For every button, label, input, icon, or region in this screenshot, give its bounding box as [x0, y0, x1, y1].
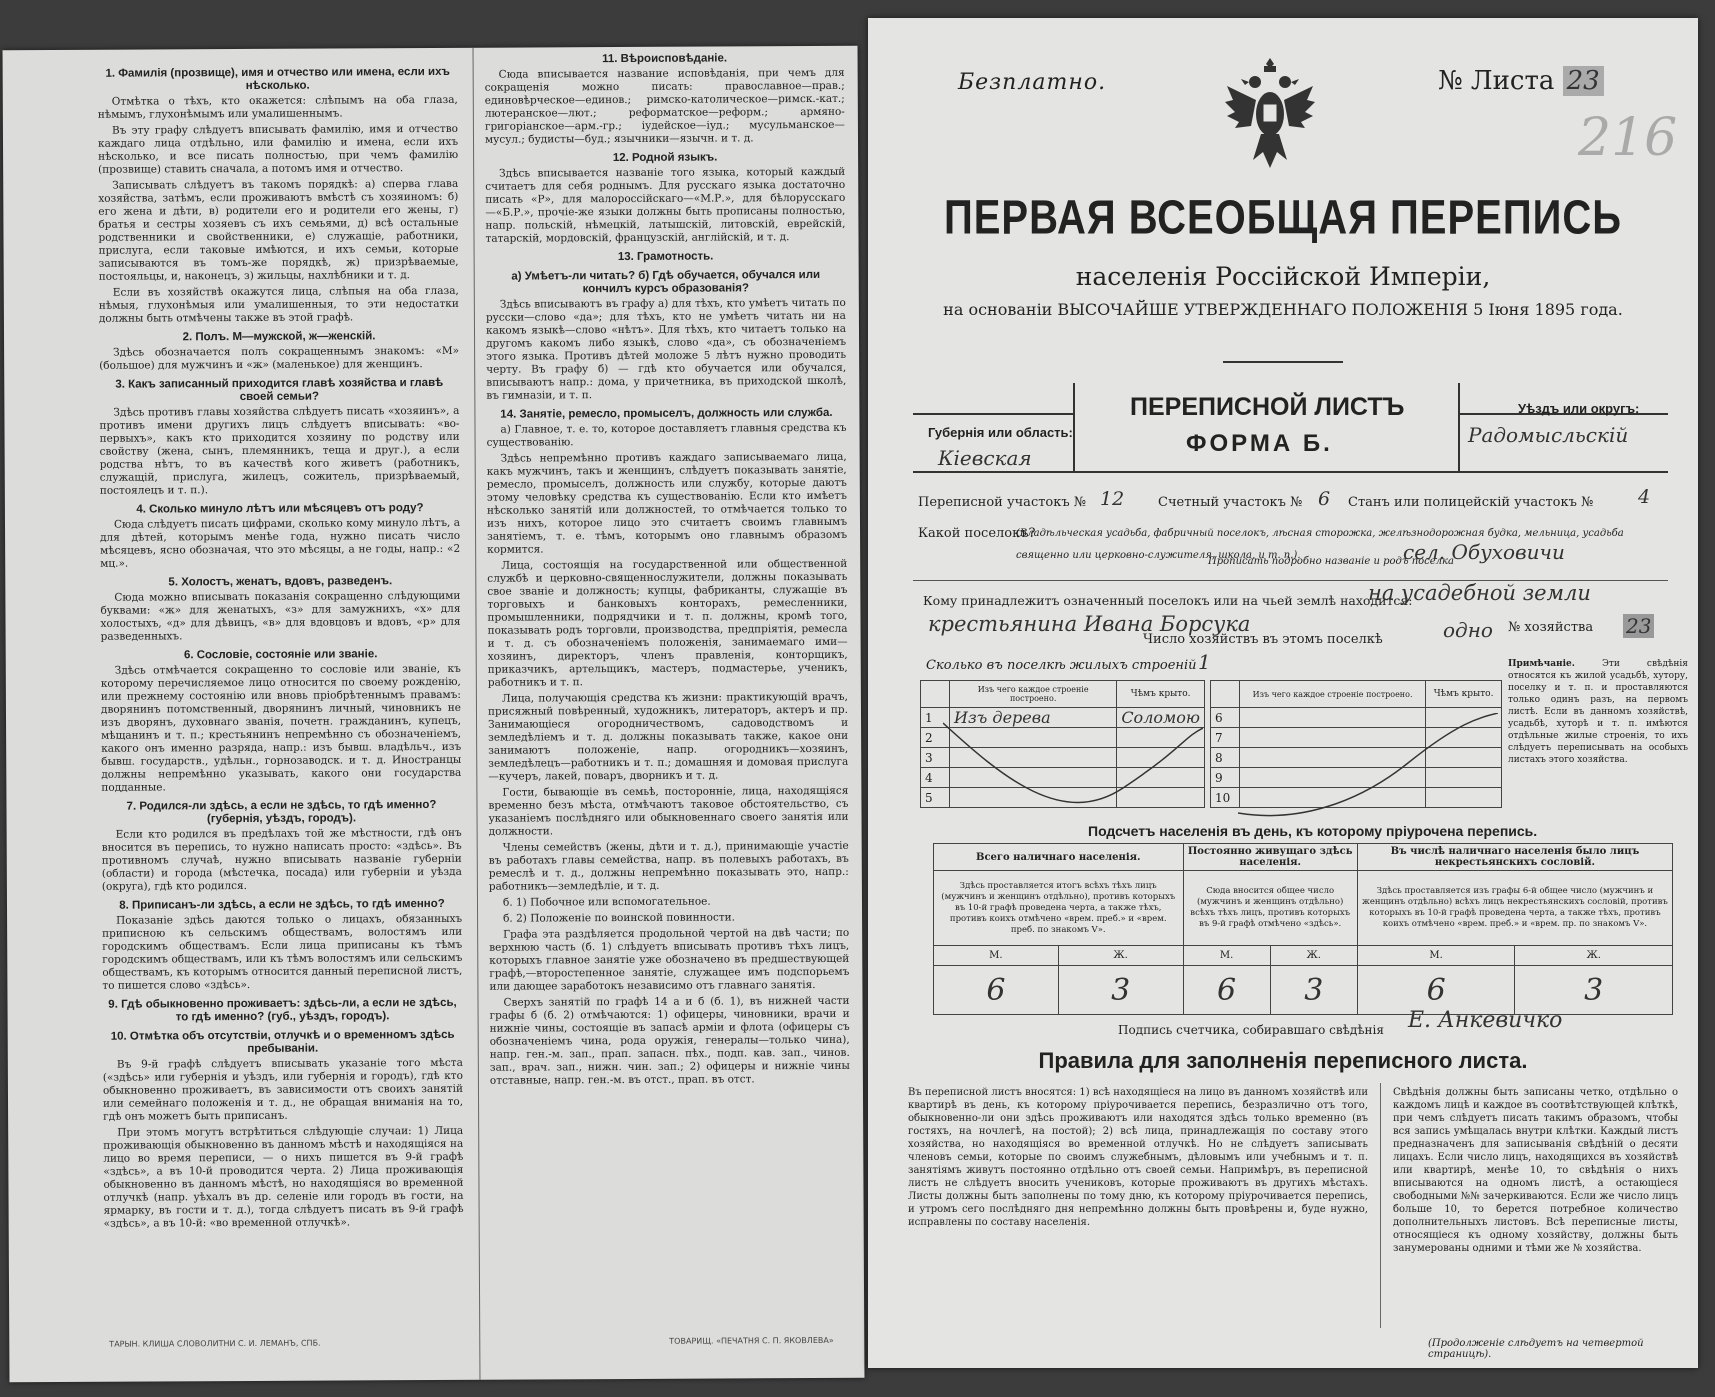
perepis-uchastok-label: Переписной участокъ № [918, 495, 1087, 510]
bld-head-num [921, 681, 950, 708]
m-label: М. [1183, 946, 1270, 966]
perepis-uchastok-value[interactable]: 12 [1100, 488, 1125, 510]
instruction-paragraph: Если кто родился въ предѣлахъ той же мѣстности, гдѣ онъ вносится въ перепись, то нужно написать просто: «здѣсь». Въ противномъ случаѣ, нужно вписывать названіе губерніи (области) и города (мѣстечка, посада) или губерніи и уѣзда (округа), гдѣ кто родился. [101, 826, 462, 893]
count-col3-desc: Здѣсь проставляется изъ графы 6-й общее число (мужчинъ и женщинъ отдѣльно) всѣхъ лицъ некрестьянскихъ сословій, противъ которыхъ въ 10-й графѣ проведена черта, а также тѣхъ, противъ коихъ отмѣчено «врем. преб.» и «врем. пр. по знакомъ V». [1357, 871, 1672, 946]
rules-right-text [1393, 1086, 1678, 1336]
uezd-label: Уѣздъ или округъ: [1518, 401, 1640, 416]
sheet-number [1438, 66, 1604, 96]
buildings-label: Сколько въ поселкѣ жилыхъ строеній [926, 658, 1197, 673]
gubernia-value[interactable]: Кіевская [938, 446, 1032, 470]
title-rule [1223, 361, 1343, 363]
owner-value-2[interactable]: крестьянина Ивана Борсука [928, 612, 1251, 636]
bld-row-number: 3 [921, 748, 950, 768]
bld-row-number: 9 [1211, 768, 1240, 788]
instruction-paragraph: Сверхъ занятій по графѣ 14 а и б (б. 1), въ нижней части графы б (б. 2) отмѣчаются: 1) офицеры, чиновники, врачи и нижніе чины, состоящіе въ запасѣ арміи и флота (офицеры съ обозначеніемъ чина, рода оружія, генералы—только чина), напр. ген.-м. зап., прап. запасн. пѣх., подп. кав. зап., чинов. зап., врач. зап., нижн. чин. зап.; 2) офицеры и нижніе чины отставные, напр. ген.-м. въ отст., прап. въ отст. [489, 994, 850, 1087]
instruction-paragraph: Отмѣтка о тѣхъ, кто окажется: слѣпымъ на оба глаза, нѣмымъ, глухонѣмымъ или умалишеннымъ. [97, 93, 458, 121]
instruction-heading: а) Умѣетъ-ли читать? б) Гдѣ обучается, обучался или кончилъ курсъ образованія? [511, 268, 821, 296]
rules-left-text [908, 1086, 1368, 1351]
archive-number: 216 [1578, 108, 1678, 168]
household-no-value[interactable]: 23 [1623, 614, 1654, 638]
form-title-2: ФОРМА Б. [1186, 430, 1333, 457]
instruction-paragraph: Здѣсь обозначается полъ сокращеннымъ знакомъ: «М» (большое) для мужчинъ и «ж» (маленькое) для женщинъ. [99, 344, 460, 372]
bld-row-number: 8 [1211, 748, 1240, 768]
sheet-number-value: 23 [1563, 66, 1604, 96]
instruction-heading: 11. Вѣроисповѣданіе. [602, 52, 728, 66]
nonpeasant-female-count[interactable]: 3 [1515, 966, 1673, 1015]
rules-left-body: Въ переписной листъ вносятся: 1) всѣ находящіеся на лицо въ данномъ хозяйствѣ или квартирѣ въ день, къ которому пріурочивается перепись, безразлично отъ того, обыкновенно-ли они здѣсь проживаютъ или находятся здѣсь только временно (въ гостяхъ, на ночлегѣ, на постой); 2) всѣ лица, принадлежащія по составу этого хозяйства, но находящіяся во временной отлучкѣ. Но не слѣдуетъ записывать членовъ семьи, которые по своимъ служебнымъ, дѣловымъ или учебнымъ и т. п. занятіямъ живутъ постоянно отдѣльно отъ своей семьи. Напримѣръ, въ переписной листъ не слѣдуетъ вносить учениковъ, которые проживаютъ въ другихъ мѣстахъ. Листы должны быть заполнены по тому дню, къ которому пріурочивается перепись, и утромъ сего послѣдняго дня непремѣнно должны быть провѣрены и, буде нужно, исправлены по составу населенія. [908, 1087, 1368, 1228]
instruction-heading: 8. Приписанъ-ли здѣсь, а если не здѣсь, то гдѣ именно? [119, 897, 445, 912]
rules-title: Правила для заполненія переписного листа. [1038, 1048, 1528, 1073]
rules-divider [1380, 1083, 1381, 1328]
instruction-paragraph: Если въ хозяйствѣ окажутся лица, слѣпыя на оба глаза, нѣмыя, глухонѣмыя или умалишенныя, то эти недостатки должны быть отмѣчены также въ этой графѣ. [98, 284, 459, 325]
count-col1-desc: Здѣсь проставляется итогъ всѣхъ тѣхъ лицъ (мужчинъ и женщинъ отдѣльно), противъ которыхъ въ 10-й графѣ проведена черта, а также тѣхъ, противъ коихъ отмѣчено «врем. преб.» и «врем. преб. по знакомъ V». [934, 871, 1184, 946]
poselok-hint: (Владѣльческая усадьба, фабричный поселокъ, лѣсная сторожка, желѣзнодорожная будка, мельница, усадьба священно или церковно-служителя, школа, и т. п.). [1016, 528, 1624, 561]
instruction-paragraph: При этомъ могутъ встрѣтиться слѣдующіе случаи: 1) Лица проживающія обыкновенно въ данномъ мѣстѣ и находящіяся на лицо во время переписи, — о нихъ пишется въ 9-й графѣ «здѣсь», а въ 10-й проводится черта. 2) Лица проживающія обыкновенно въ данномъ мѣстѣ, но находящіяся во временной отлучкѣ (напр. уѣхалъ въ др. селеніе или городъ въ гости, на ярмарку, въ гости и т. д.), тогда слѣдуетъ писать въ 9-й графѣ «здѣсь», а въ 10-й: «во временной отлучкѣ». [103, 1124, 464, 1230]
header-top-rule [913, 413, 1073, 415]
instruction-heading: 5. Холостъ, женатъ, вдовъ, разведенъ. [168, 575, 393, 589]
instruction-heading: 10. Отмѣтка объ отсутствіи, отлучкѣ и о временномъ здѣсь пребываніи. [110, 1028, 455, 1055]
owner-label: Кому принадлежитъ означенный поселокъ или на чьей землѣ находится: [923, 593, 1413, 608]
signature-label: Подпись счетчика, собиравшаго свѣдѣнія [1118, 1023, 1384, 1037]
census-title: ПЕРВАЯ ВСЕОБЩАЯ ПЕРЕПИСЬ [944, 191, 1622, 245]
instruction-heading: 1. Фамилія (прозвище), имя и отчество или имена, если ихъ нѣсколько. [105, 65, 450, 92]
census-form-page [868, 18, 1698, 1368]
count-col3-head: Въ числѣ наличнаго населенія было лицъ некрестьянскихъ сословій. [1357, 844, 1672, 871]
schetny-uchastok-value[interactable]: 6 [1318, 488, 1331, 510]
instruction-heading: 4. Сколько минуло лѣтъ или мѣсяцевъ отъ роду? [136, 502, 424, 516]
bld-row-number: 5 [921, 788, 950, 808]
uezd-value[interactable]: Радомысльскій [1468, 423, 1629, 447]
population-count-table [933, 843, 1673, 1015]
signature-value[interactable]: Е. Анкевичко [1408, 1008, 1563, 1033]
note-block [1508, 658, 1688, 766]
instruction-heading: 3. Какъ записанный приходится главѣ хозяйства и главѣ своей семьи? [115, 376, 444, 404]
instruction-heading: 6. Сословіе, состояніе или званіе. [183, 648, 378, 662]
bld-head-roof: Чѣмъ крыто. [1117, 681, 1205, 708]
m-label: М. [1357, 946, 1515, 966]
bld-row-number: 4 [921, 768, 950, 788]
instruction-paragraph: Записывать слѣдуетъ въ такомъ порядкѣ: а) сперва глава хозяйства, затѣмъ, если проживаютъ вмѣстѣ съ хозяиномъ: б) его жена и дѣти, в) родители его и родители его жены, г) братья и сестры хозяевъ съ ихъ семьями, д) всѣ остальные родственники и свойственники, е) служащіе, работники, прислуга, если таковые имѣются, и ихъ семьи, которые записываются въ томъ-же порядкѣ, ж) призрѣваемые, постояльцы, и, наконецъ, з) жильцы, нахлѣбники и т. д. [98, 177, 459, 283]
resident-female-count[interactable]: 3 [1270, 966, 1357, 1015]
instruction-paragraph: Лица, состоящія на государственной или общественной службѣ и церковно-священнослужители, должны показывать свое званіе и должность; купцы, фабриканты, служащіе въ торговыхъ и банковыхъ конторахъ, ремесленники, промышленники, подрядчики и т. п. должны, кромѣ того, показывать родъ торговли, производства, предпріятія, ремесла и т. д. съ обозначеніемъ положенія, занимаемаго ими—хозяинъ, директоръ, членъ правленія, конторщикъ, приказчикъ, артельщикъ, мастеръ, подмастерье, ученикъ, работникъ и т. п. [487, 557, 848, 689]
crossed-out-rows-left [943, 718, 1203, 828]
instruction-paragraph: Здѣсь противъ главы хозяйства слѣдуетъ писать «хозяинъ», а противъ имени другихъ лицъ слѣдуетъ вписывать: «во-первыхъ», какъ кто приходится хозяину по родству или свойству (жена, сынъ, племянникъ, теща и друг.), а если родства нѣтъ, то въ качествѣ кого живетъ (работникъ, служащій, прислуга, жилецъ, сожитель, призрѣваемый, постоялецъ и т. п.). [99, 404, 460, 497]
header-bottom-rule [913, 471, 1668, 473]
count-title: Подсчетъ населенія въ день, къ которому пріурочена перепись. [1088, 823, 1538, 839]
buildings-value[interactable]: 1 [1198, 650, 1211, 674]
rules-right-body: Свѣдѣнія должны быть записаны четко, отдѣльно о каждомъ лицѣ и каждое въ соотвѣтствующей клѣткѣ, при чемъ слѣдуетъ писать такимъ образомъ, чтобы вся запись умѣщалась внутри клѣтки. Каждый листъ предназначенъ для записыванія свѣдѣній о десяти лицахъ. Если число лицъ, находящихся въ хозяйствѣ или квартирѣ, менѣе 10, то свѣдѣнія о нихъ вписываются на одномъ листѣ, а остающіеся свободными №№ зачеркиваются. Если же число лицъ больше 10, то берется потребное количество дополнительныхъ листовъ. Всѣ переписные листы, относящіеся къ одному хозяйству, должны быть занумерованы одними и тѣми же № хозяйства. [1393, 1087, 1678, 1254]
instruction-heading: 14. Занятіе, ремесло, промыселъ, должность или служба. [500, 406, 833, 421]
bld-row-number: 2 [921, 728, 950, 748]
f-label: Ж. [1058, 946, 1183, 966]
bld-row-number: 1 [921, 708, 950, 728]
total-male-count[interactable]: 6 [934, 966, 1059, 1015]
census-subtitle: населенія Россійской Имперіи, [1075, 262, 1491, 291]
form-title-1: ПЕРЕПИСНОЙ ЛИСТЪ [1130, 393, 1405, 421]
bld-head-material-2: Изъ чего каждое строеніе построено. [1240, 681, 1426, 708]
stan-label: Станъ или полицейскій участокъ № [1348, 495, 1594, 510]
note-title: Примѣчаніе. [1508, 659, 1575, 669]
instruction-paragraph: Въ эту графу слѣдуетъ вписывать фамилію, имя и отчество каждаго лица отдѣльно, или фамилію и имена, если ихъ нѣсколько, и все писать полностью, при чемъ фамилію (прозвище) ставить сначала, а потомъ имя и отчество. [97, 122, 459, 176]
count-col1-head: Всего наличнаго населенія. [934, 844, 1184, 871]
instruction-paragraph: Въ 9-й графѣ слѣдуетъ вписывать указаніе того мѣста («здѣсь» или губернія и уѣздъ, или губернія и городъ), гдѣ кто обыкновенно проживаетъ, въ зависимости отъ своихъ занятій или семейнаго положенія и т. д., не обращая вниманія на то, гдѣ онъ можетъ быть приписанъ. [102, 1056, 464, 1123]
column-divider [473, 48, 481, 1380]
instruction-paragraph: Здѣсь вписывается названіе того языка, который каждый считаетъ для себя роднымъ. Для русскаго языка достаточно писать «Р», для малороссійскаго—«М.Р.», для бѣлорусскаго—«Б.Р.», прочіе-же языки должны быть прописаны полностью, напр. польскій, нѣмецкій, латышскій, литовскій, еврейскій, татарскій, мордовскій, французскій, англійскій, и т. д. [485, 165, 846, 245]
poselok-value[interactable]: сел. Обуховичи [1403, 540, 1565, 564]
schetny-uchastok-label: Счетный участокъ № [1158, 495, 1303, 510]
f-label: Ж. [1515, 946, 1673, 966]
count-col2-head: Постоянно живущаго здѣсь населенія. [1183, 844, 1357, 871]
households-value[interactable]: одно [1443, 618, 1493, 642]
resident-male-count[interactable]: 6 [1183, 966, 1270, 1015]
count-col2-desc: Сюда вносится общее число (мужчинъ и женщинъ отдѣльно) всѣхъ тѣхъ лицъ, противъ которыхъ въ 9-й графѣ отмѣчено «здѣсь». [1183, 871, 1357, 946]
instruction-heading: 9. Гдѣ обыкновенно проживаетъ: здѣсь-ли, а если не здѣсь, то гдѣ именно? (губ., уѣздъ, городъ). [108, 996, 457, 1024]
instruction-paragraph: Лица, получающія средства къ жизни: практикующій врачъ, присяжный повѣренный, художникъ, литераторъ, актеръ и пр. Занимающіеся огородничествомъ, садоводствомъ и земледѣліемъ и т. д. должны показывать также, какое они занимаютъ положеніе, напр. огородникъ—хозяинъ, земледѣлецъ—работникъ и т. п.; домашняя и домовая прислуга—кучеръ, лакей, поваръ, дворникъ и т. д. [487, 690, 849, 783]
instruction-heading: 13. Грамотность. [617, 250, 714, 264]
instruction-paragraph: б. 2) Положеніе по воинской повинности. [503, 911, 736, 925]
bld-row-material[interactable]: Изъ дерева [950, 708, 1117, 728]
bld-head-roof-2: Чѣмъ крыто. [1426, 681, 1502, 708]
poselok-label: Какой поселокъ? [918, 526, 1036, 541]
households-label: Число хозяйствъ въ этомъ поселкѣ [1143, 632, 1383, 647]
note-text: Эти свѣдѣнія относятся къ жилой усадьбѣ, хутору, поселку и т. п. и проставляются только одинъ разъ, на первомъ листѣ. Если въ данномъ хозяйствѣ, усадьбѣ, хуторѣ и т. п. имѣются отдѣльные жилые строенія, то ихъ слѣдуетъ переписывать на особыхъ листахъ этого хозяйства. [1508, 659, 1688, 765]
bld-row-roof[interactable]: Соломою [1117, 708, 1205, 728]
rules-continue: (Продолженіе слѣдуетъ на четвертой страницѣ). [1428, 1338, 1644, 1360]
header-mid-left [1073, 383, 1075, 473]
poselok-hint-2: Прописать подробно названіе и родъ поселка [1208, 556, 1454, 567]
instructions-column-1 [98, 60, 465, 1332]
instruction-paragraph: Показаніе здѣсь даются только о лицахъ, обязанныхъ приписною къ сельскимъ обществамъ, волостямъ или городскимъ обществамъ. Если лица приписаны къ тѣмъ городскимъ обществамъ, или къ тѣмъ волостямъ или сельскимъ обществамъ, къ которымъ относится данный переписной листъ, то пишется слово «здѣсь». [102, 912, 463, 992]
instruction-paragraph: Здѣсь отмѣчается сокращенно то сословіе или званіе, къ которому перечисляемое лицо относится по своему рожденію, или прежнему состоянію или вновь пріобрѣтеннымъ правамъ: дворянинъ потомственный, дворянинъ личный, чиновникъ не изъ дворянъ, духовнаго званія, почетн. гражданинъ, купецъ, мѣщанинъ и т. п.; крестьянинъ непремѣнно съ обозначеніемъ, какого онъ именно разряда, напр.: изъ бывш. владѣльч., изъ бывш. государств., удѣльн., горнозаводск. и т. д. Иностранцы должны непремѣнно указывать, какого они государства подданные. [100, 662, 462, 794]
instruction-paragraph: Здѣсь вписываютъ въ графу а) для тѣхъ, кто умѣетъ читать по русски—слово «да»; для тѣхъ, кто не умѣетъ читать ни на какомъ языкѣ—слово «нѣтъ». Для тѣхъ, кто читаетъ только на другомъ какомъ либо языкѣ, слово «да», съ обозначеніемъ этого языка. Противъ дѣтей моложе 5 лѣтъ нужно проводить черту. Въ графу б) — гдѣ кто обучается или обучался, вписываютъ напр.: дома, у причетника, въ приходской школѣ, въ гимназіи, и т. п. [485, 296, 847, 402]
instruction-paragraph: Сюда вписывается название исповѣданія, при чемъ для сокращенія можно писать: православное—прав.; единовѣрческое—единов.; римско-католическое—римск.-кат.; лютеранское—лют.; реформатское—реформ.; армяно-григоріанское—арм.-гр.; іудейское—іуд.; мусульманское—мусул.; будисты—буд.; язычники—язычн. и т. д. [484, 66, 845, 146]
instruction-heading: 7. Родился-ли здѣсь, а если не здѣсь, то гдѣ именно? (губернія, уѣздъ, городъ). [126, 798, 437, 826]
header-mid-right [1458, 383, 1460, 473]
legal-basis: на основаніи ВЫСОЧАЙШЕ УТВЕРЖДЕННАГО ПОЛОЖЕНІЯ 5 Іюня 1895 года. [943, 300, 1623, 319]
nonpeasant-male-count[interactable]: 6 [1357, 966, 1515, 1015]
instruction-paragraph: Сюда можно вписывать показанія сокращенно слѣдующими буквами: «ж» для женатыхъ, «з» для замужнихъ, «х» для холостыхъ, «д» для дѣвицъ, «в» для вдовцовъ и вдовъ, «р» для разведенныхъ. [100, 589, 461, 643]
instruction-heading: 12. Родной языкъ. [612, 151, 718, 165]
bld-row-number: 10 [1211, 788, 1240, 808]
household-no-label: № хозяйства [1508, 620, 1594, 635]
gubernia-label: Губернія или область: [928, 425, 1073, 440]
double-headed-eagle-icon [1223, 56, 1318, 176]
bld-row-number: 7 [1211, 728, 1240, 748]
instruction-paragraph: Гости, бывающіе въ семьѣ, посторонніе, лица, находящіяся временно безъ мѣста, отмѣчаютъ таковое обстоятельство, съ указаніемъ послѣдняго или обыкновеннаго своего занятія или должности. [488, 784, 849, 838]
instruction-heading: 2. Полъ. М—мужской, ж—женскій. [182, 330, 376, 344]
instructions-column-2 [485, 46, 852, 1328]
total-female-count[interactable]: 3 [1058, 966, 1183, 1015]
sheet-number-label: № Листа [1438, 66, 1555, 96]
owner-value-1[interactable]: на усадебной земли [1368, 581, 1591, 605]
instruction-paragraph: Сюда слѣдуетъ писать цифрами, сколько кому минуло лѣтъ, а для дѣтей, которымъ менѣе года, нужно писать число мѣсяцевъ, ясно обозначая, что это мѣсяцы, а не годы, напр.: «2 мц.». [100, 516, 461, 570]
bld-head-material: Изъ чего каждое строеніе построено. [950, 681, 1117, 708]
m-label: М. [934, 946, 1059, 966]
free-of-charge-label: Безплатно. [958, 70, 1107, 95]
stan-value[interactable]: 4 [1638, 486, 1651, 508]
instruction-paragraph: б. 1) Побочное или вспомогательное. [502, 895, 711, 909]
printer-imprint-right: ТОВАРИЩ. «ПЕЧАТНЯ С. П. ЯКОВЛЕВА» [669, 1335, 834, 1346]
instruction-paragraph: а) Главное, т. е. то, которое доставляетъ главныя средства къ существованію. [486, 421, 847, 449]
left-page [3, 46, 865, 1382]
crossed-out-rows-right [1238, 713, 1498, 823]
f-label: Ж. [1270, 946, 1357, 966]
instruction-paragraph: Здѣсь непремѣнно противъ каждаго записываемаго лица, какъ мужчинъ, такъ и женщинъ, слѣдуетъ показывать занятіе, ремесло, промыселъ, должность или службу, которые даютъ этому человѣку средства къ существованію. Если кто имѣетъ нѣсколько занятій или должностей, то отмѣчается только то изъ нихъ, которое лицо это считаетъ своимъ главнымъ занятіемъ, т. е. тѣмъ, которымъ оно главнымъ образомъ кормится. [486, 450, 848, 556]
instruction-paragraph: Члены семействъ (жены, дѣти и т. д.), принимающіе участіе въ работахъ главы семейства, напр. въ полевыхъ работахъ, въ ремеслѣ и т. д., должны непремѣнно показывать это, напр.: работникъ—земледѣліе, и т. д. [488, 839, 849, 893]
bld-row-number: 6 [1211, 708, 1240, 728]
bld-head-num-2 [1211, 681, 1240, 708]
printer-imprint-left: ТАРЫН. КЛИША СЛОВОЛИТНИ С. И. ЛЕМАНЪ, СПБ. [109, 1338, 321, 1349]
instruction-paragraph: Графа эта раздѣляется продольной чертой на двѣ части; по верхнюю часть (б. 1) слѣдуетъ вписывать противъ тѣхъ лицъ, которыхъ главное занятіе уже обозначено въ предшествующей графѣ,—второстепенное занятіе, служащее имъ подспорьемъ или дающее заработокъ независимо отъ главнаго занятія. [489, 926, 850, 993]
